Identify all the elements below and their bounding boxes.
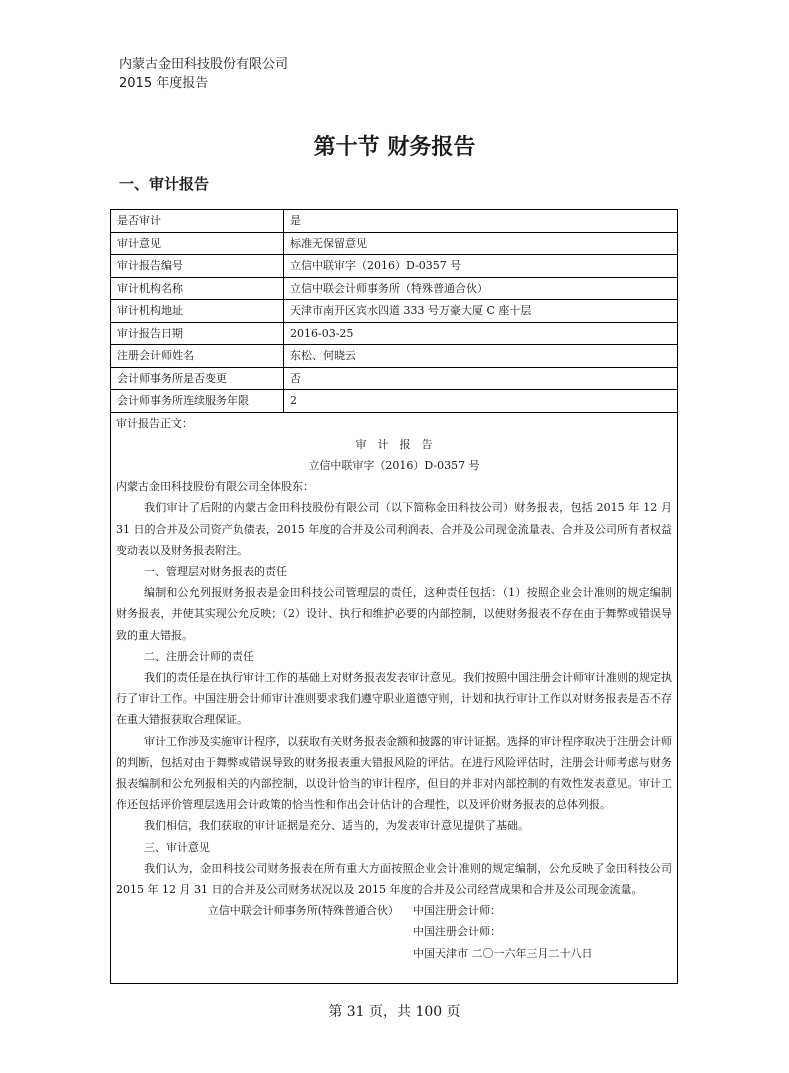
body-label: 审计报告正文： [116, 416, 193, 430]
row-label: 审计报告日期 [111, 323, 284, 345]
audit-firm: 立信中联会计师事务所(特殊普通合伙） [207, 904, 399, 918]
report-heading: 审 计 报 告 [355, 437, 433, 451]
row-value: 是 [290, 214, 301, 227]
table-row [111, 390, 677, 413]
cpa-signature-2: 中国注册会计师： [413, 925, 501, 939]
row-value: 否 [290, 371, 301, 385]
row-label: 是否审计 [111, 210, 284, 232]
signature-row [111, 943, 677, 964]
report-number: 立信中联审字（2016）D-0357 号 [308, 458, 480, 472]
subheading-cpa: 二、注册会计师的责任 [144, 649, 254, 663]
row-label: 审计报告编号 [111, 255, 284, 277]
table-row [111, 278, 677, 301]
row-label: 会计师事务所连续服务年限 [111, 390, 284, 412]
intro-paragraph: 我们审计了后附的内蒙古金田科技股份有限公司（以下简称金田科技公司）财务报表，包括 2015 年 12 月 31 日的合并及公司资产负债表，2015 年度的合并及公司利润表、合并及公司现金流量表、合并及公司所有者权益变动表以及财务报表附注。 [116, 501, 672, 557]
management-paragraph: 编制和公允列报财务报表是金田科技公司管理层的责任，这种责任包括：（1）按照企业会计准则的规定编制财务报表，并使其实现公允反映；（2）设计、执行和维护必要的内部控制，以使财务报表不存在由于舞弊或错误导致的重大错报。 [116, 586, 672, 642]
row-value: 2 [290, 394, 297, 407]
table-row [111, 323, 677, 346]
table-row [111, 255, 677, 278]
subheading-opinion: 三、审计意见 [144, 840, 210, 854]
signature-spacer [111, 921, 413, 942]
row-value: 2016-03-25 [290, 326, 354, 340]
row-value: 立信中联审字（2016）D-0357 号 [290, 259, 462, 272]
row-label: 注册会计师姓名 [111, 345, 284, 367]
row-value: 天津市南开区宾水四道 333 号万豪大厦 C 座十层 [290, 304, 532, 317]
table-row [111, 300, 677, 323]
row-value: 标准无保留意见 [290, 236, 367, 250]
page-title: 第十节 财务报告 [313, 135, 476, 160]
row-label: 审计机构地址 [111, 300, 284, 322]
cpa-paragraph-3: 我们相信，我们获取的审计证据是充分、适当的，为发表审计意见提供了基础。 [144, 819, 529, 833]
row-value: 立信中联会计师事务所（特殊普通合伙） [290, 281, 488, 295]
cpa-signature-1: 中国注册会计师： [413, 904, 501, 918]
page-number: 第 31 页，共 100 页 [328, 1004, 461, 1020]
row-label: 审计机构名称 [111, 278, 284, 300]
signature-spacer [111, 943, 413, 964]
section-heading: 一、审计报告 [119, 175, 210, 193]
addressee: 内蒙古金田科技股份有限公司全体股东： [116, 480, 314, 494]
company-name: 内蒙古金田科技股份有限公司 [119, 57, 289, 72]
report-year: 2015 年度报告 [119, 76, 209, 91]
subheading-management: 一、管理层对财务报表的责任 [144, 564, 287, 578]
signature-row [111, 921, 677, 942]
table-row [111, 345, 677, 368]
place-date: 中国天津市 二〇一六年三月二十八日 [413, 946, 593, 960]
table-row [111, 233, 677, 256]
table-row [111, 210, 677, 233]
audit-report-table [110, 209, 678, 984]
opinion-paragraph: 我们认为，金田科技公司财务报表在所有重大方面按照企业会计准则的规定编制，公允反映了金田科技公司 2015 年 12 月 31 日的合并及公司财务状况以及 2015 年度的合并及公司经营成果和合并及公司现金流量。 [116, 861, 672, 896]
row-value: 东松、何晓云 [290, 349, 356, 362]
table-row [111, 368, 677, 391]
audit-report-body [111, 413, 677, 964]
cpa-paragraph-1: 我们的责任是在执行审计工作的基础上对财务报表发表审计意见。我们按照中国注册会计师审计准则的规定执行了审计工作。中国注册会计师审计准则要求我们遵守职业道德守则，计划和执行审计工作以对财务报表是否不存在重大错报获取合理保证。 [116, 670, 672, 727]
cpa-paragraph-2: 审计工作涉及实施审计程序，以获取有关财务报表金额和披露的审计证据。选择的审计程序取决于注册会计师的判断，包括对由于舞弊或错误导致的财务报表重大错报风险的评估。在进行风险评估时，注册会计师考虑与财务报表编制和公允列报相关的内部控制，以设计恰当的审计程序，但目的并非对内部控制的有效性发表意见。审计工作还包括评价管理层选用会计政策的恰当性和作出会计估计的合理性，以及评价财务报表的总体列报。 [116, 734, 672, 812]
row-label: 会计师事务所是否变更 [111, 368, 284, 390]
signature-row [111, 900, 677, 921]
row-label: 审计意见 [111, 233, 284, 255]
